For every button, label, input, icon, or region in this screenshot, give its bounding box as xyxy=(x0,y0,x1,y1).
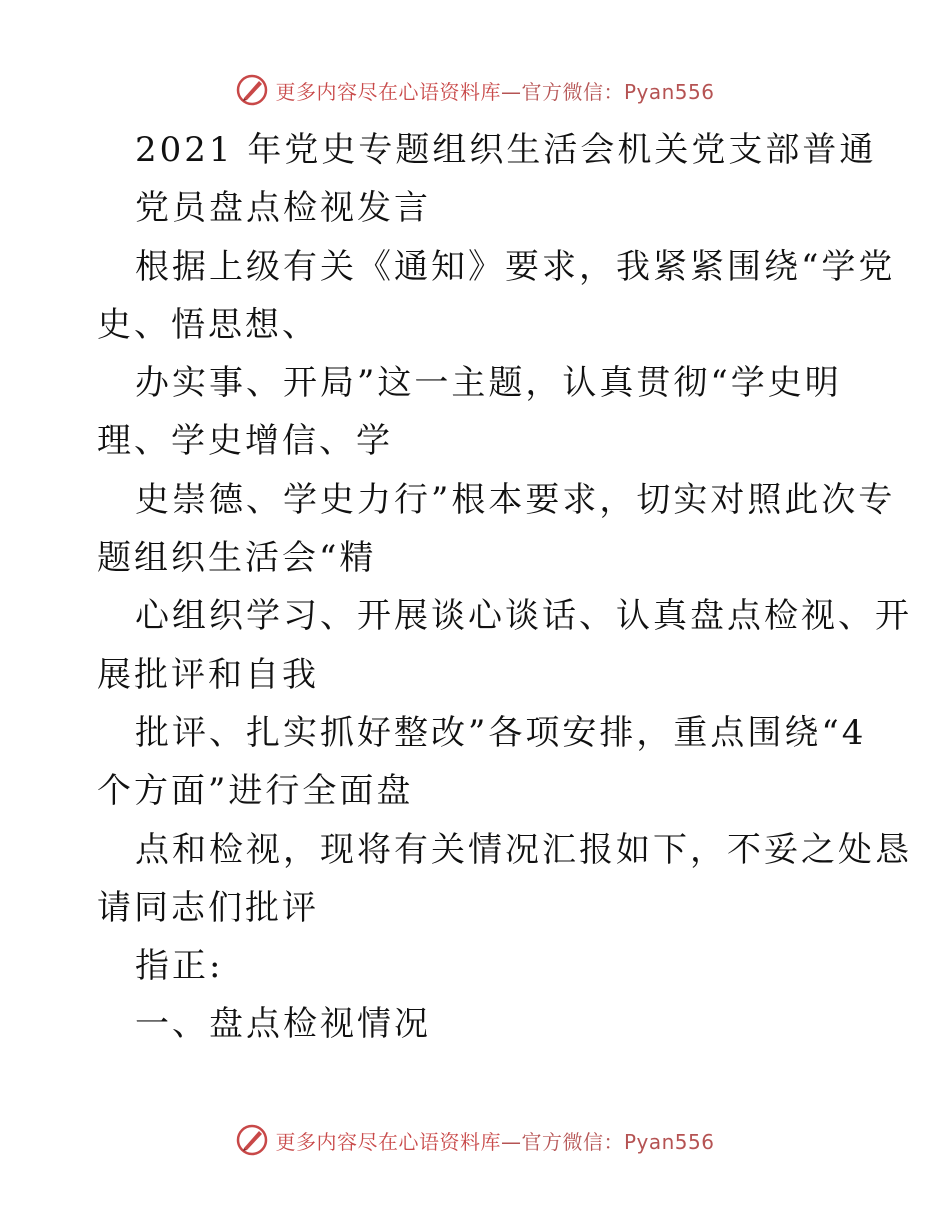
paragraph-line: 点和检视，现将有关情况汇报如下，不妥之处恳 xyxy=(135,829,912,870)
quill-logo-icon xyxy=(235,1123,269,1157)
paragraph-line: 办实事、开局”这一主题，认真贯彻“学史明 xyxy=(135,363,842,404)
document-body xyxy=(97,121,912,1054)
paragraph-line: 根据上级有关《通知》要求，我紧紧围绕“学党 xyxy=(135,246,896,287)
paragraph-line: 请同志们批评 xyxy=(97,887,319,928)
watermark-text xyxy=(275,1126,714,1155)
paragraph-line: 批评、扎实抓好整改”各项安排，重点围绕“4 xyxy=(135,712,867,753)
watermark-text xyxy=(275,76,714,105)
watermark-brand: 更多内容尽在心语资料库 xyxy=(275,1129,501,1154)
watermark-separator: — xyxy=(500,1129,522,1154)
footer-watermark-banner xyxy=(0,1120,950,1160)
paragraph-line: 理、学史增信、学 xyxy=(97,421,393,462)
document-title-line-2: 党员盘点检视发言 xyxy=(135,188,431,229)
watermark-separator: — xyxy=(500,79,522,104)
section-heading: 一、盘点检视情况 xyxy=(135,1004,431,1045)
paragraph-line: 题组织生活会“精 xyxy=(97,538,377,579)
paragraph-line: 史、悟思想、 xyxy=(97,304,319,345)
paragraph-line: 史崇德、学史力行”根本要求，切实对照此次专 xyxy=(135,479,896,520)
watermark-contact: 官方微信：Pyan556 xyxy=(521,79,715,104)
paragraph-line: 个方面”进行全面盘 xyxy=(97,771,414,812)
quill-logo-icon xyxy=(235,73,269,107)
paragraph-line: 展批评和自我 xyxy=(97,654,319,695)
document-title-line-1: 2021 年党史专题组织生活会机关党支部普通 xyxy=(135,130,877,170)
paragraph-line: 心组织学习、开展谈心谈话、认真盘点检视、开 xyxy=(135,596,912,637)
watermark-brand: 更多内容尽在心语资料库 xyxy=(275,79,501,104)
header-watermark-banner xyxy=(0,70,950,110)
paragraph-line: 指正: xyxy=(135,946,224,987)
watermark-contact: 官方微信：Pyan556 xyxy=(521,1129,715,1154)
